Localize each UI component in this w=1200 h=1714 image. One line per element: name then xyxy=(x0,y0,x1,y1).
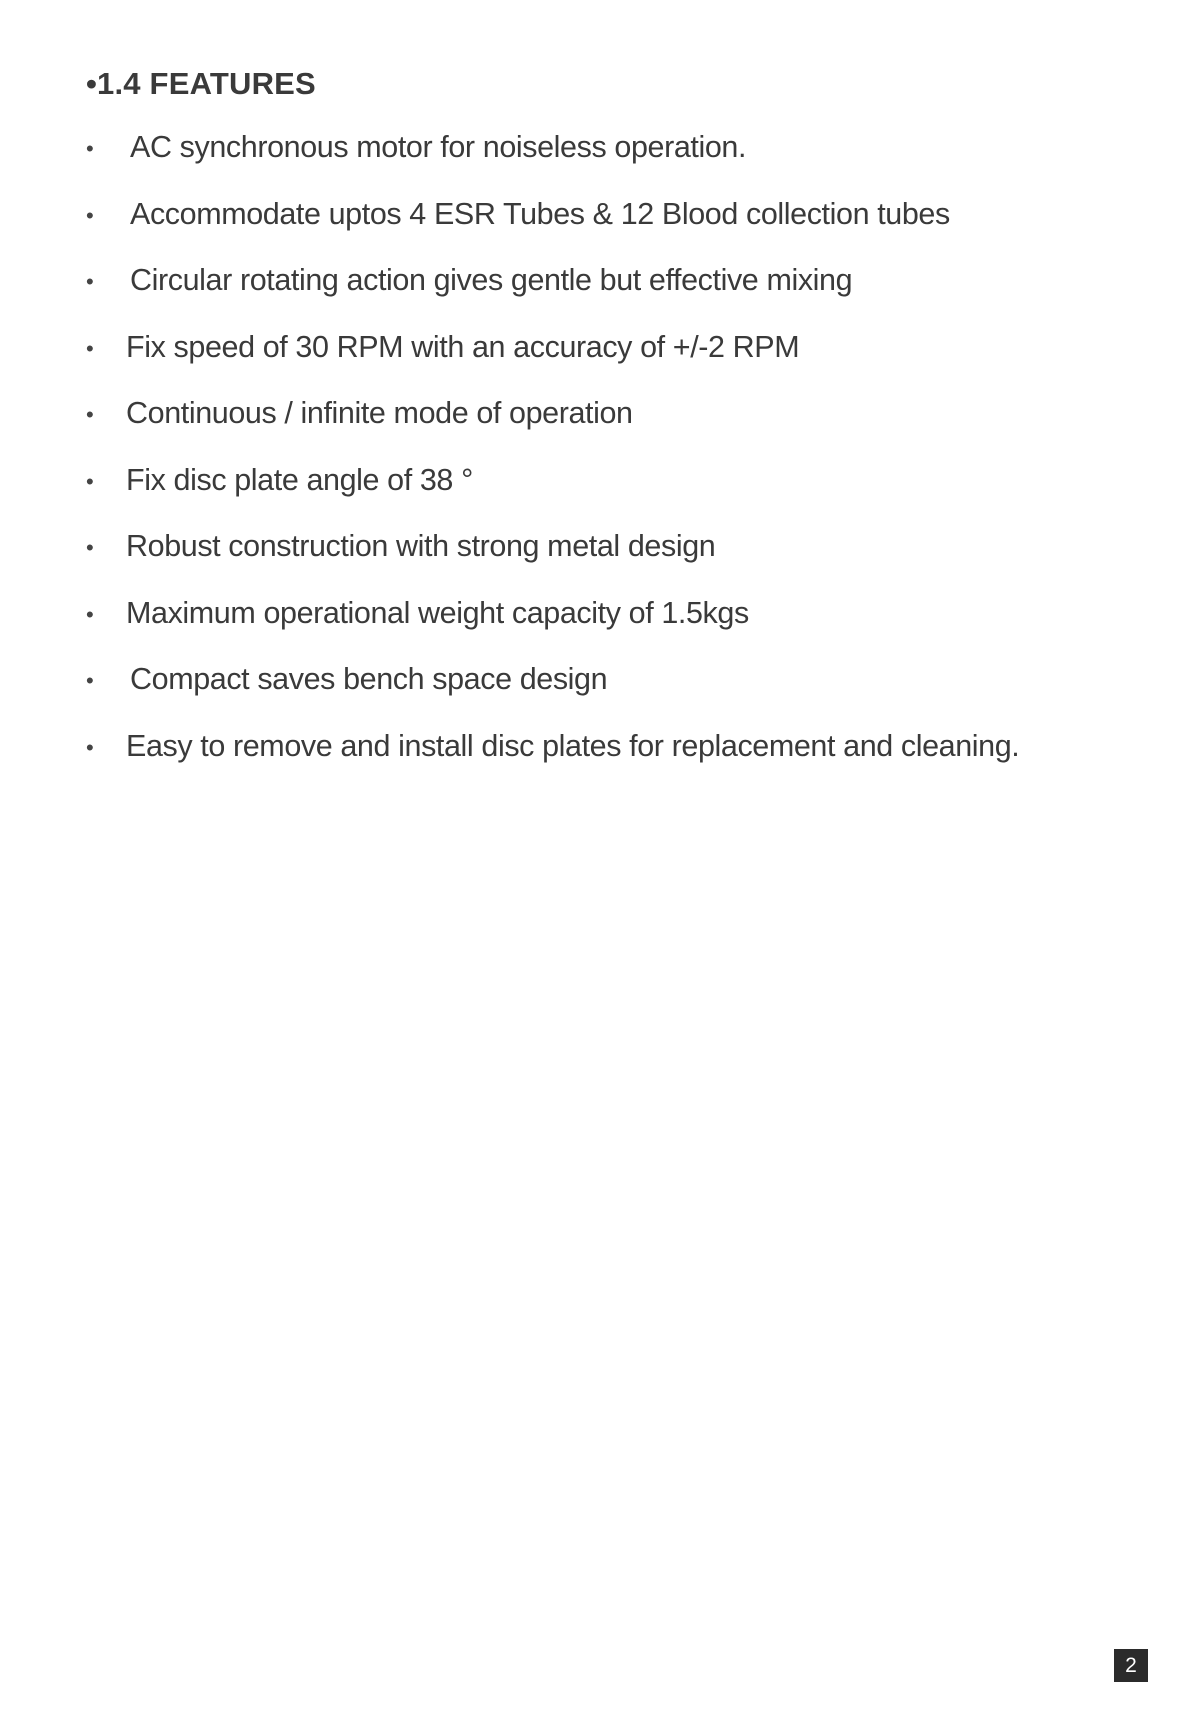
feature-text: Maximum operational weight capacity of 1.5kgs xyxy=(126,595,749,630)
bullet-icon: • xyxy=(86,402,94,427)
bullet-icon: • xyxy=(86,734,94,760)
bullet-icon: • xyxy=(86,601,94,627)
feature-text: AC synchronous motor for noiseless operation. xyxy=(130,130,747,164)
feature-text: Easy to remove and install disc plates for replacement and cleaning. xyxy=(126,728,1020,763)
feature-text: Circular rotating action gives gentle but effective mixing xyxy=(130,263,853,297)
feature-text: Robust construction with strong metal design xyxy=(126,529,716,563)
bullet-icon: • xyxy=(86,468,94,494)
feature-text: Continuous / infinite mode of operation xyxy=(126,396,633,430)
bullet-icon: • xyxy=(86,136,94,161)
bullet-icon: • xyxy=(86,535,94,560)
bullet-icon: • xyxy=(86,269,94,294)
feature-text: Fix disc plate angle of 38 ° xyxy=(126,462,473,497)
feature-text: Compact saves bench space design xyxy=(130,662,608,696)
bullet-icon: • xyxy=(86,668,94,693)
feature-text: Accommodate uptos 4 ESR Tubes & 12 Blood collection tubes xyxy=(130,196,950,231)
feature-text: Fix speed of 30 RPM with an accuracy of +/-2 RPM xyxy=(126,329,800,364)
section-heading: •1.4 FEATURES xyxy=(86,66,316,101)
bullet-icon: • xyxy=(86,335,94,361)
page-number: 2 xyxy=(1114,1649,1148,1682)
bullet-icon: • xyxy=(86,202,94,228)
